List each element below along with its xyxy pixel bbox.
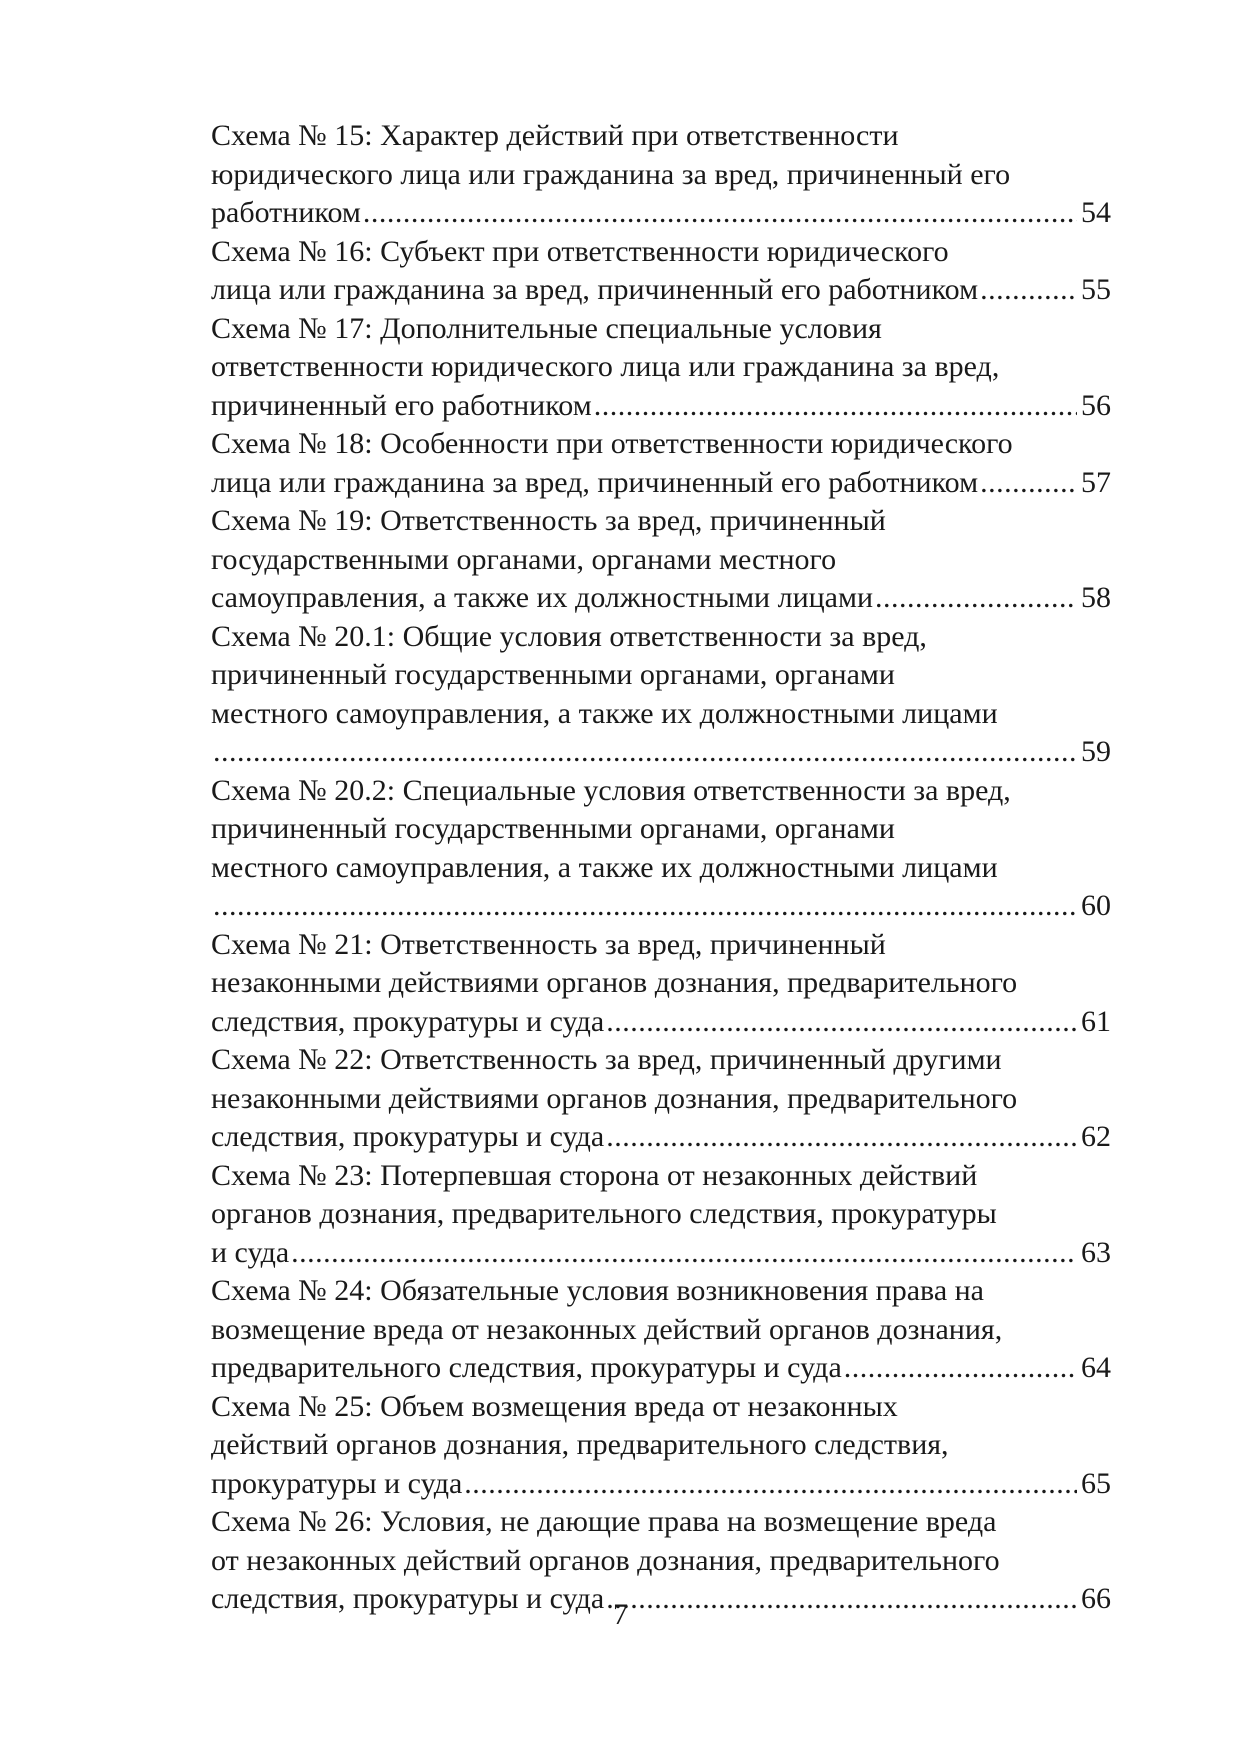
- toc-entry-text: причиненный его работником: [211, 388, 592, 422]
- toc-page-number[interactable]: 55: [1081, 273, 1111, 306]
- toc-entry-text: Схема № 18: Особенности при ответственности юридического: [211, 427, 1013, 460]
- toc-entry-text: Схема № 16: Субъект при ответственности юридического: [211, 234, 949, 268]
- toc-entry-text: причиненный государственными органами, органами: [211, 812, 895, 845]
- toc-page-number[interactable]: 64: [1081, 1351, 1111, 1384]
- dot-leader: [594, 387, 1077, 426]
- toc-entry-text: самоуправления, а также их должностными лицами: [211, 581, 874, 614]
- toc-entry-line: [211, 348, 1111, 387]
- toc-entry-text: Схема № 20.2: Специальные условия ответственности за вред,: [211, 773, 1011, 807]
- toc-page-number[interactable]: 60: [1081, 889, 1111, 922]
- toc-entry-leader-line: [211, 733, 1111, 772]
- toc-entry-leader-line: [211, 1349, 1111, 1388]
- toc-entry-text: Схема № 20.1: Общие условия ответственности за вред,: [211, 619, 927, 653]
- toc-entry-line: [211, 810, 1111, 849]
- dot-leader: [875, 579, 1077, 618]
- dot-leader: [464, 1465, 1077, 1504]
- toc-entry-text: следствия, прокуратуры и суда: [211, 1582, 605, 1615]
- toc-entry-line: [211, 695, 1111, 734]
- toc-entry-line: [211, 117, 1111, 156]
- toc-entry-line: [211, 310, 1111, 349]
- toc-entry-line: [211, 964, 1111, 1003]
- toc-entry-leader-line: [211, 887, 1111, 926]
- toc-entry[interactable]: [211, 1041, 1111, 1157]
- toc-entry-text: лица или гражданина за вред, причиненный его работником: [211, 465, 979, 499]
- toc-entry[interactable]: [211, 618, 1111, 772]
- toc-entry-text: Схема № 23: Потерпевшая сторона от незаконных действий: [211, 1158, 978, 1192]
- toc-page-number[interactable]: 54: [1081, 196, 1111, 229]
- toc-entry[interactable]: [211, 926, 1111, 1042]
- toc-entry-line: [211, 502, 1111, 541]
- toc-entry-text: Схема № 15: Характер действий при ответственности: [211, 119, 899, 152]
- toc-entry-line: [211, 1272, 1111, 1311]
- toc-entry-text: причиненный государственными органами, органами: [211, 658, 895, 691]
- dot-leader: [844, 1349, 1077, 1388]
- dot-leader: [291, 1234, 1077, 1273]
- toc-entry[interactable]: [211, 310, 1111, 426]
- toc-entry-line: [211, 1195, 1111, 1234]
- toc-entry-text: юридического лица или гражданина за вред, причиненный его: [211, 157, 1011, 191]
- toc-entry-line: [211, 1311, 1111, 1350]
- toc-entry[interactable]: [211, 1272, 1111, 1388]
- dot-leader: [606, 1003, 1077, 1042]
- toc-entry-text: Схема № 21: Ответственность за вред, причиненный: [211, 927, 886, 961]
- toc-entry-text: Схема № 24: Обязательные условия возникновения права на: [211, 1274, 984, 1307]
- toc-page-number[interactable]: 63: [1081, 1235, 1111, 1269]
- toc-entry-text: следствия, прокуратуры и суда: [211, 1120, 605, 1153]
- toc-entry-line: [211, 233, 1111, 272]
- toc-entry-leader-line: [211, 271, 1111, 310]
- toc-entry[interactable]: [211, 425, 1111, 502]
- toc-entry-text: Схема № 25: Объем возмещения вреда от незаконных: [211, 1389, 898, 1423]
- toc-entry-line: [211, 772, 1111, 811]
- toc-entry-leader-line: [211, 194, 1111, 233]
- toc-entry-text: лица или гражданина за вред, причиненный его работником: [211, 273, 979, 306]
- toc-entry-leader-line: [211, 1465, 1111, 1504]
- toc-entry-line: [211, 1080, 1111, 1119]
- toc-page-number[interactable]: 65: [1081, 1466, 1111, 1500]
- toc-entry-line: [211, 425, 1111, 464]
- toc-entry-leader-line: [211, 1234, 1111, 1273]
- toc-page-number[interactable]: 62: [1081, 1120, 1111, 1153]
- page-number: 7: [613, 1598, 628, 1631]
- dot-leader: [213, 733, 1077, 772]
- toc-entry-line: [211, 1426, 1111, 1465]
- toc-entry[interactable]: [211, 233, 1111, 310]
- toc-entry-leader-line: [211, 579, 1111, 618]
- toc-entry-text: Схема № 17: Дополнительные специальные условия: [211, 311, 882, 345]
- toc-entry-text: Схема № 26: Условия, не дающие права на возмещение вреда: [211, 1505, 997, 1538]
- toc-entry-line: [211, 1041, 1111, 1080]
- toc-page-number[interactable]: 61: [1081, 1004, 1111, 1038]
- toc-entry-line: [211, 156, 1111, 195]
- toc-entry-line: [211, 656, 1111, 695]
- toc-page-number[interactable]: 58: [1081, 581, 1111, 614]
- toc-entry-text: и суда: [211, 1235, 290, 1269]
- toc-entry-text: предварительного следствия, прокуратуры и суда: [211, 1351, 842, 1384]
- toc-entry-text: от незаконных действий органов дознания, предварительного: [211, 1543, 1000, 1577]
- toc-entry[interactable]: [211, 117, 1111, 233]
- toc-entry-line: [211, 926, 1111, 965]
- dot-leader: [606, 1118, 1077, 1157]
- toc-entry-text: следствия, прокуратуры и суда: [211, 1004, 605, 1038]
- toc-entry-line: [211, 541, 1111, 580]
- toc-entry-line: [211, 1542, 1111, 1581]
- toc-entry-line: [211, 1388, 1111, 1427]
- toc-entry-text: возмещение вреда от незаконных действий органов дознания,: [211, 1312, 1003, 1346]
- toc-entry-text: незаконными действиями органов дознания, предварительного: [211, 966, 1018, 999]
- toc-entry[interactable]: [211, 1157, 1111, 1273]
- toc-entry-text: местного самоуправления, а также их должностными лицами: [211, 850, 998, 884]
- dot-leader: [980, 271, 1077, 310]
- toc-entry-line: [211, 1157, 1111, 1196]
- toc-entry-line: [211, 1503, 1111, 1542]
- toc-entry-text: органов дознания, предварительного следствия, прокуратуры: [211, 1197, 997, 1230]
- toc-entry-text: местного самоуправления, а также их должностными лицами: [211, 696, 998, 730]
- toc-page-number[interactable]: 56: [1081, 388, 1111, 422]
- toc-entry-text: ответственности юридического лица или гражданина за вред,: [211, 350, 1000, 383]
- toc-entry-text: Схема № 22: Ответственность за вред, причиненный другими: [211, 1043, 1002, 1076]
- dot-leader: [980, 464, 1077, 503]
- toc-entry-line: [211, 618, 1111, 657]
- toc-entry[interactable]: [211, 772, 1111, 926]
- toc-entry-text: действий органов дознания, предварительного следствия,: [211, 1428, 949, 1461]
- toc-entry[interactable]: [211, 1388, 1111, 1504]
- toc-entry-line: [211, 849, 1111, 888]
- toc-page-number[interactable]: 66: [1081, 1582, 1111, 1615]
- toc-entry-text: работником: [211, 196, 361, 229]
- toc-entry-leader-line: [211, 387, 1111, 426]
- dot-leader: [363, 194, 1077, 233]
- toc-page-number[interactable]: 57: [1081, 465, 1111, 499]
- toc-entry-text: прокуратуры и суда: [211, 1466, 463, 1500]
- toc-entry-text: Схема № 19: Ответственность за вред, причиненный: [211, 504, 886, 537]
- table-of-contents: [211, 117, 1111, 1619]
- toc-entry-text: государственными органами, органами местного: [211, 542, 837, 576]
- toc-entry-leader-line: [211, 1003, 1111, 1042]
- toc-entry-leader-line: [211, 464, 1111, 503]
- dot-leader: [213, 887, 1077, 926]
- toc-entry-leader-line: [211, 1118, 1111, 1157]
- toc-page-number[interactable]: 59: [1081, 735, 1111, 768]
- toc-entry-text: незаконными действиями органов дознания, предварительного: [211, 1081, 1018, 1115]
- toc-entry[interactable]: [211, 502, 1111, 618]
